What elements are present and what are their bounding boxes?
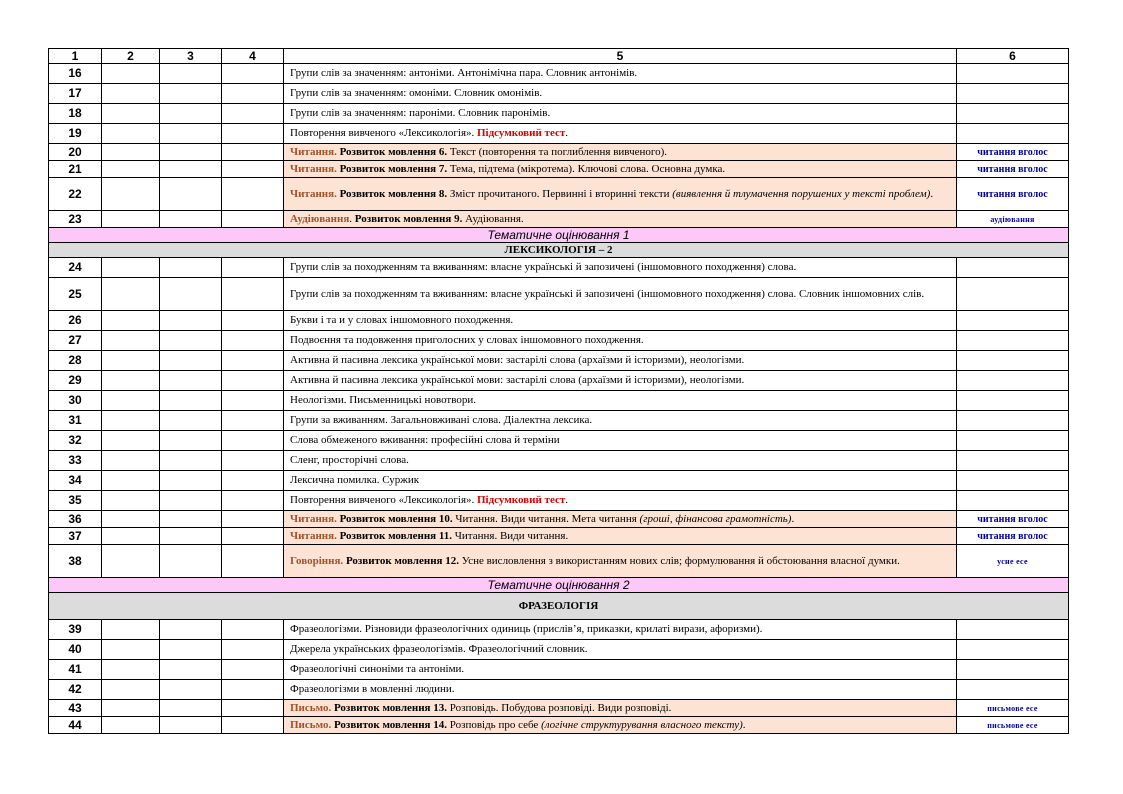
topic-text: Групи слів за значенням: пароніми. Словник паронімів. bbox=[290, 107, 551, 119]
lesson-number: 27 bbox=[49, 331, 102, 351]
lesson-row bbox=[49, 278, 1069, 311]
topic-text: Повторення вивченого «Лексикологія». bbox=[290, 127, 477, 139]
empty-cell bbox=[160, 124, 222, 144]
lesson-number: 36 bbox=[49, 511, 102, 528]
empty-cell bbox=[102, 178, 160, 211]
lesson-row bbox=[49, 64, 1069, 84]
activity-type: Читання. bbox=[290, 145, 340, 158]
assessment-note bbox=[957, 351, 1069, 371]
lesson-row bbox=[49, 331, 1069, 351]
empty-cell bbox=[222, 451, 284, 471]
empty-cell bbox=[102, 511, 160, 528]
topic-text: Усне висловлення з використанням нових слів; формулювання й обстоювання власної думки. bbox=[458, 554, 900, 567]
lesson-topic bbox=[284, 640, 957, 660]
empty-cell bbox=[222, 258, 284, 278]
lesson-row bbox=[49, 84, 1069, 104]
empty-cell bbox=[102, 311, 160, 331]
empty-cell bbox=[102, 451, 160, 471]
assessment-note bbox=[957, 84, 1069, 104]
empty-cell bbox=[222, 124, 284, 144]
empty-cell bbox=[160, 411, 222, 431]
lesson-row bbox=[49, 391, 1069, 411]
final-test-label: Підсумковий тест bbox=[477, 127, 566, 139]
empty-cell bbox=[102, 331, 160, 351]
topic-text: Текст (повторення та поглиблення вивченого). bbox=[447, 145, 668, 158]
lesson-topic bbox=[284, 471, 957, 491]
topic-text: Читання. Види читання. bbox=[452, 529, 569, 542]
assessment-note bbox=[957, 371, 1069, 391]
lesson-number: 23 bbox=[49, 211, 102, 228]
column-header: 1 bbox=[49, 49, 102, 64]
empty-cell bbox=[160, 161, 222, 178]
empty-cell bbox=[160, 660, 222, 680]
assessment-note: читання вголос bbox=[957, 528, 1069, 545]
empty-cell bbox=[160, 511, 222, 528]
topic-text: Розповідь про себе bbox=[447, 718, 542, 731]
assessment-note bbox=[957, 104, 1069, 124]
assessment-note bbox=[957, 431, 1069, 451]
assessment-note bbox=[957, 311, 1069, 331]
lesson-plan-body bbox=[49, 49, 1069, 734]
lesson-topic bbox=[284, 278, 957, 311]
assessment-note bbox=[957, 278, 1069, 311]
lesson-topic bbox=[284, 411, 957, 431]
topic-text: Читання. Види читання. Мета читання bbox=[452, 512, 640, 525]
lesson-number: 18 bbox=[49, 104, 102, 124]
topic-text: . bbox=[791, 512, 795, 525]
lesson-topic bbox=[284, 178, 957, 211]
empty-cell bbox=[160, 491, 222, 511]
lesson-topic bbox=[284, 64, 957, 84]
lesson-row bbox=[49, 528, 1069, 545]
empty-cell bbox=[102, 64, 160, 84]
assessment-note: письмове есе bbox=[957, 700, 1069, 717]
lesson-number: 21 bbox=[49, 161, 102, 178]
empty-cell bbox=[222, 640, 284, 660]
assessment-note bbox=[957, 124, 1069, 144]
lesson-row bbox=[49, 211, 1069, 228]
lesson-number: 39 bbox=[49, 620, 102, 640]
lesson-number: 43 bbox=[49, 700, 102, 717]
empty-cell bbox=[102, 491, 160, 511]
lesson-row bbox=[49, 717, 1069, 734]
empty-cell bbox=[222, 351, 284, 371]
empty-cell bbox=[102, 371, 160, 391]
empty-cell bbox=[102, 471, 160, 491]
topic-text: Лексична помилка. Суржик bbox=[290, 474, 420, 486]
lesson-number: 25 bbox=[49, 278, 102, 311]
assessment-note bbox=[957, 640, 1069, 660]
lesson-number: 26 bbox=[49, 311, 102, 331]
empty-cell bbox=[222, 545, 284, 578]
assessment-note bbox=[957, 680, 1069, 700]
topic-text: Групи за вживанням. Загальновживані слова. Діалектна лексика. bbox=[290, 414, 593, 426]
lesson-topic bbox=[284, 451, 957, 471]
empty-cell bbox=[222, 178, 284, 211]
lesson-row bbox=[49, 660, 1069, 680]
lesson-row bbox=[49, 124, 1069, 144]
assessment-note bbox=[957, 471, 1069, 491]
assessment-note bbox=[957, 620, 1069, 640]
lesson-number: 16 bbox=[49, 64, 102, 84]
lesson-number: 20 bbox=[49, 144, 102, 161]
lesson-row bbox=[49, 431, 1069, 451]
empty-cell bbox=[102, 660, 160, 680]
activity-type: Говоріння. bbox=[290, 554, 346, 567]
empty-cell bbox=[102, 717, 160, 734]
topic-text: . bbox=[742, 718, 746, 731]
empty-cell bbox=[222, 411, 284, 431]
empty-cell bbox=[160, 471, 222, 491]
lesson-number: 41 bbox=[49, 660, 102, 680]
topic-text: . bbox=[565, 127, 569, 139]
topic-text: . bbox=[930, 187, 934, 200]
empty-cell bbox=[222, 211, 284, 228]
topic-text: Активна й пасивна лексика української мови: застарілі слова (архаїзми й історизми), неологізми. bbox=[290, 354, 745, 366]
empty-cell bbox=[222, 371, 284, 391]
empty-cell bbox=[102, 104, 160, 124]
lesson-number: 22 bbox=[49, 178, 102, 211]
activity-type: Письмо. bbox=[290, 718, 334, 731]
lesson-row bbox=[49, 491, 1069, 511]
empty-cell bbox=[160, 528, 222, 545]
lesson-topic bbox=[284, 700, 957, 717]
lesson-topic bbox=[284, 620, 957, 640]
thematic-assessment-row bbox=[49, 578, 1069, 593]
lesson-row bbox=[49, 451, 1069, 471]
lesson-number: 31 bbox=[49, 411, 102, 431]
topic-text: Сленг, просторічні слова. bbox=[290, 454, 409, 466]
lesson-number: 44 bbox=[49, 717, 102, 734]
empty-cell bbox=[222, 84, 284, 104]
empty-cell bbox=[222, 717, 284, 734]
lesson-topic bbox=[284, 104, 957, 124]
lesson-topic bbox=[284, 431, 957, 451]
empty-cell bbox=[160, 620, 222, 640]
speech-development-label: Розвиток мовлення 6. bbox=[339, 145, 448, 158]
empty-cell bbox=[222, 491, 284, 511]
assessment-note: читання вголос bbox=[957, 511, 1069, 528]
lesson-number: 38 bbox=[49, 545, 102, 578]
lesson-row bbox=[49, 471, 1069, 491]
topic-text: . bbox=[349, 212, 355, 225]
empty-cell bbox=[160, 144, 222, 161]
topic-text: Зміст прочитаного. Первинні і вторинні тексти bbox=[447, 187, 673, 200]
empty-cell bbox=[160, 258, 222, 278]
lesson-topic bbox=[284, 717, 957, 734]
empty-cell bbox=[160, 211, 222, 228]
topic-text: Повторення вивченого «Лексикологія». bbox=[290, 494, 477, 506]
speech-development-label: Розвиток мовлення 11. bbox=[339, 529, 453, 542]
topic-text: Неологізми. Письменницькі новотвори. bbox=[290, 394, 476, 406]
empty-cell bbox=[160, 84, 222, 104]
activity-type: Читання. bbox=[290, 529, 340, 542]
lesson-number: 32 bbox=[49, 431, 102, 451]
assessment-note bbox=[957, 391, 1069, 411]
lesson-topic bbox=[284, 311, 957, 331]
lesson-row bbox=[49, 640, 1069, 660]
lesson-row bbox=[49, 371, 1069, 391]
assessment-note bbox=[957, 331, 1069, 351]
empty-cell bbox=[102, 640, 160, 660]
empty-cell bbox=[102, 620, 160, 640]
empty-cell bbox=[222, 278, 284, 311]
topic-text: Слова обмеженого вживання: професійні слова й терміни bbox=[290, 434, 560, 446]
empty-cell bbox=[222, 144, 284, 161]
lesson-topic bbox=[284, 511, 957, 528]
empty-cell bbox=[102, 258, 160, 278]
empty-cell bbox=[160, 680, 222, 700]
empty-cell bbox=[222, 471, 284, 491]
empty-cell bbox=[160, 64, 222, 84]
assessment-note: усне есе bbox=[957, 545, 1069, 578]
section-heading-row bbox=[49, 593, 1069, 620]
empty-cell bbox=[102, 161, 160, 178]
empty-cell bbox=[160, 311, 222, 331]
lesson-topic bbox=[284, 660, 957, 680]
lesson-row bbox=[49, 144, 1069, 161]
empty-cell bbox=[102, 144, 160, 161]
topic-text: Фразеологізми. Різновиди фразеологічних одиниць (прислів’я, приказки, крилаті вирази, афоризми). bbox=[290, 623, 763, 635]
thematic-assessment-label: Тематичне оцінювання 1 bbox=[49, 228, 1069, 243]
empty-cell bbox=[102, 545, 160, 578]
speech-development-label: Розвиток мовлення 8. bbox=[339, 187, 448, 200]
empty-cell bbox=[102, 391, 160, 411]
assessment-note bbox=[957, 258, 1069, 278]
empty-cell bbox=[102, 528, 160, 545]
lesson-number: 40 bbox=[49, 640, 102, 660]
topic-text: Розповідь. Побудова розповіді. Види розповіді. bbox=[447, 701, 672, 714]
section-heading: ФРАЗЕОЛОГІЯ bbox=[49, 593, 1069, 620]
lesson-row bbox=[49, 545, 1069, 578]
topic-text: Тема, підтема (мікротема). Ключові слова. Основна думка. bbox=[447, 162, 726, 175]
empty-cell bbox=[160, 104, 222, 124]
empty-cell bbox=[102, 680, 160, 700]
activity-type: Письмо. bbox=[290, 701, 334, 714]
topic-text: . bbox=[565, 494, 569, 506]
empty-cell bbox=[222, 161, 284, 178]
empty-cell bbox=[160, 331, 222, 351]
topic-text: (гроші, фінансова грамотність) bbox=[639, 512, 792, 525]
lesson-topic bbox=[284, 391, 957, 411]
empty-cell bbox=[222, 680, 284, 700]
lesson-row bbox=[49, 700, 1069, 717]
lesson-topic bbox=[284, 351, 957, 371]
speech-development-label: Розвиток мовлення 7. bbox=[339, 162, 448, 175]
empty-cell bbox=[160, 351, 222, 371]
empty-cell bbox=[222, 660, 284, 680]
topic-text: Подвоєння та подовження приголосних у словах іншомовного походження. bbox=[290, 334, 644, 346]
lesson-number: 35 bbox=[49, 491, 102, 511]
empty-cell bbox=[222, 311, 284, 331]
speech-development-label: Розвиток мовлення 9. bbox=[354, 212, 463, 225]
empty-cell bbox=[102, 84, 160, 104]
empty-cell bbox=[102, 211, 160, 228]
assessment-note bbox=[957, 411, 1069, 431]
lesson-topic bbox=[284, 161, 957, 178]
empty-cell bbox=[222, 104, 284, 124]
assessment-note: читання вголос bbox=[957, 178, 1069, 211]
topic-text: Аудіювання. bbox=[462, 212, 524, 225]
lesson-topic bbox=[284, 491, 957, 511]
lesson-row bbox=[49, 311, 1069, 331]
lesson-row bbox=[49, 104, 1069, 124]
assessment-note bbox=[957, 660, 1069, 680]
column-header: 3 bbox=[160, 49, 222, 64]
lesson-number: 28 bbox=[49, 351, 102, 371]
topic-text: Фразеологічні синоніми та антоніми. bbox=[290, 663, 465, 675]
section-heading: ЛЕКСИКОЛОГІЯ – 2 bbox=[49, 243, 1069, 258]
section-heading-row bbox=[49, 243, 1069, 258]
empty-cell bbox=[222, 64, 284, 84]
lesson-topic bbox=[284, 528, 957, 545]
activity-type: Читання. bbox=[290, 187, 340, 200]
assessment-note bbox=[957, 451, 1069, 471]
empty-cell bbox=[160, 700, 222, 717]
topic-text: (виявлення й тлумачення порушених у тексті проблем) bbox=[672, 187, 931, 200]
empty-cell bbox=[160, 278, 222, 311]
lesson-topic bbox=[284, 84, 957, 104]
column-header-row bbox=[49, 49, 1069, 64]
topic-text: Активна й пасивна лексика української мови: застарілі слова (архаїзми й історизми), неологізми. bbox=[290, 374, 745, 386]
assessment-note: читання вголос bbox=[957, 144, 1069, 161]
topic-text: Фразеологізми в мовленні людини. bbox=[290, 683, 455, 695]
final-test-label: Підсумковий тест bbox=[477, 494, 566, 506]
empty-cell bbox=[160, 178, 222, 211]
column-header: 2 bbox=[102, 49, 160, 64]
empty-cell bbox=[160, 431, 222, 451]
topic-text: Букви і та и у словах іншомовного походження. bbox=[290, 314, 514, 326]
lesson-row bbox=[49, 161, 1069, 178]
empty-cell bbox=[102, 124, 160, 144]
lesson-topic bbox=[284, 545, 957, 578]
empty-cell bbox=[160, 545, 222, 578]
empty-cell bbox=[222, 528, 284, 545]
lesson-row bbox=[49, 411, 1069, 431]
lesson-number: 42 bbox=[49, 680, 102, 700]
empty-cell bbox=[222, 331, 284, 351]
empty-cell bbox=[102, 278, 160, 311]
lesson-row bbox=[49, 680, 1069, 700]
lesson-topic bbox=[284, 211, 957, 228]
topic-text: Групи слів за значенням: омоніми. Словник омонімів. bbox=[290, 87, 543, 99]
lesson-topic bbox=[284, 144, 957, 161]
topic-text: Групи слів за значенням: антоніми. Антонімічна пара. Словник антонімів. bbox=[290, 67, 638, 79]
topic-text: Групи слів за походженням та вживанням: власне українські й запозичені (іншомовного походження) слова. Словник іншомовних слів. bbox=[290, 287, 925, 300]
speech-development-label: Розвиток мовлення 13. bbox=[333, 701, 447, 714]
empty-cell bbox=[102, 411, 160, 431]
lesson-row bbox=[49, 258, 1069, 278]
empty-cell bbox=[102, 700, 160, 717]
activity-type: Читання. bbox=[290, 512, 340, 525]
lesson-number: 34 bbox=[49, 471, 102, 491]
lesson-row bbox=[49, 351, 1069, 371]
assessment-note bbox=[957, 491, 1069, 511]
thematic-assessment-row bbox=[49, 228, 1069, 243]
speech-development-label: Розвиток мовлення 10. bbox=[339, 512, 453, 525]
topic-text: Джерела українських фразеологізмів. Фразеологічний словник. bbox=[290, 643, 588, 655]
empty-cell bbox=[102, 431, 160, 451]
lesson-number: 33 bbox=[49, 451, 102, 471]
lesson-number: 19 bbox=[49, 124, 102, 144]
empty-cell bbox=[160, 640, 222, 660]
column-header: 5 bbox=[284, 49, 957, 64]
empty-cell bbox=[160, 371, 222, 391]
lesson-topic bbox=[284, 331, 957, 351]
topic-text: (логічне структурування власного тексту) bbox=[541, 718, 743, 731]
empty-cell bbox=[222, 700, 284, 717]
column-header: 4 bbox=[222, 49, 284, 64]
lesson-number: 30 bbox=[49, 391, 102, 411]
assessment-note: письмове есе bbox=[957, 717, 1069, 734]
lesson-row bbox=[49, 511, 1069, 528]
lesson-topic bbox=[284, 124, 957, 144]
lesson-topic bbox=[284, 680, 957, 700]
column-header: 6 bbox=[957, 49, 1069, 64]
empty-cell bbox=[160, 717, 222, 734]
thematic-assessment-label: Тематичне оцінювання 2 bbox=[49, 578, 1069, 593]
lesson-number: 37 bbox=[49, 528, 102, 545]
empty-cell bbox=[222, 620, 284, 640]
lesson-topic bbox=[284, 258, 957, 278]
lesson-number: 17 bbox=[49, 84, 102, 104]
empty-cell bbox=[160, 451, 222, 471]
lesson-number: 29 bbox=[49, 371, 102, 391]
empty-cell bbox=[222, 511, 284, 528]
lesson-number: 24 bbox=[49, 258, 102, 278]
empty-cell bbox=[160, 391, 222, 411]
activity-type: Читання. bbox=[290, 162, 340, 175]
lesson-topic bbox=[284, 371, 957, 391]
lesson-row bbox=[49, 178, 1069, 211]
lesson-plan-table bbox=[48, 48, 1069, 734]
speech-development-label: Розвиток мовлення 14. bbox=[333, 718, 447, 731]
activity-type: Аудіювання bbox=[290, 212, 350, 225]
empty-cell bbox=[222, 431, 284, 451]
assessment-note: читання вголос bbox=[957, 161, 1069, 178]
speech-development-label: Розвиток мовлення 12. bbox=[345, 554, 459, 567]
assessment-note: аудіювання bbox=[957, 211, 1069, 228]
empty-cell bbox=[102, 351, 160, 371]
lesson-row bbox=[49, 620, 1069, 640]
empty-cell bbox=[222, 391, 284, 411]
assessment-note bbox=[957, 64, 1069, 84]
topic-text: Групи слів за походженням та вживанням: власне українські й запозичені (іншомовного походження) слова. bbox=[290, 261, 797, 273]
